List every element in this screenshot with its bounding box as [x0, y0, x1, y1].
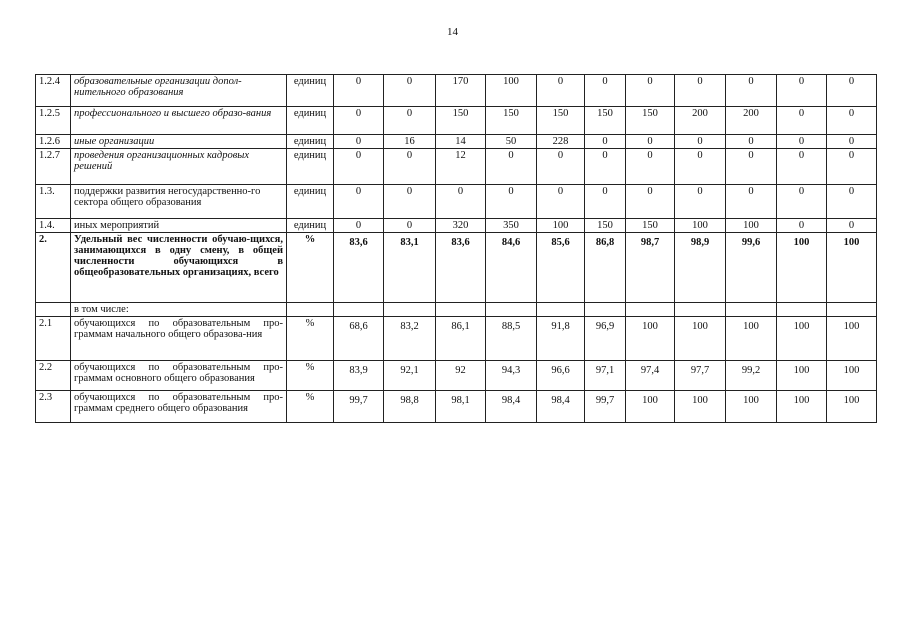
value-cell: [334, 303, 384, 317]
value-cell: [777, 303, 827, 317]
value-cell: 100: [777, 317, 827, 361]
row-code: 2.1: [36, 317, 71, 361]
row-code: 1.2.7: [36, 149, 71, 185]
value-cell: 0: [675, 135, 726, 149]
value-cell: 0: [827, 135, 877, 149]
value-cell: 92,1: [384, 361, 436, 391]
value-cell: 0: [384, 149, 436, 185]
value-cell: 0: [626, 135, 675, 149]
row-code: 1.2.5: [36, 107, 71, 135]
value-cell: 0: [777, 135, 827, 149]
value-cell: 83,9: [334, 361, 384, 391]
value-cell: 100: [675, 219, 726, 233]
value-cell: 0: [384, 107, 436, 135]
value-cell: 0: [334, 219, 384, 233]
row-code: 1.3.: [36, 185, 71, 219]
value-cell: 100: [777, 391, 827, 423]
value-cell: 0: [537, 185, 585, 219]
value-cell: 0: [334, 107, 384, 135]
value-cell: 97,7: [675, 361, 726, 391]
value-cell: 100: [827, 361, 877, 391]
value-cell: 98,1: [436, 391, 486, 423]
row-code: 2.3: [36, 391, 71, 423]
value-cell: 86,1: [436, 317, 486, 361]
table-row: [36, 75, 877, 107]
table-row: [36, 149, 877, 185]
value-cell: 0: [675, 75, 726, 107]
value-cell: 100: [777, 361, 827, 391]
value-cell: 100: [827, 391, 877, 423]
value-cell: 83,2: [384, 317, 436, 361]
value-cell: [486, 303, 537, 317]
value-cell: 0: [777, 185, 827, 219]
value-cell: 0: [726, 185, 777, 219]
row-unit: %: [287, 391, 334, 423]
value-cell: 100: [626, 391, 675, 423]
value-cell: 228: [537, 135, 585, 149]
value-cell: 97,4: [626, 361, 675, 391]
value-cell: 100: [537, 219, 585, 233]
value-cell: 0: [384, 219, 436, 233]
value-cell: 150: [626, 219, 675, 233]
row-name: в том числе:: [71, 303, 287, 317]
value-cell: 100: [827, 233, 877, 303]
table-row: [36, 317, 877, 361]
value-cell: 0: [726, 135, 777, 149]
value-cell: 16: [384, 135, 436, 149]
value-cell: 97,1: [585, 361, 626, 391]
value-cell: 0: [777, 107, 827, 135]
value-cell: 0: [537, 149, 585, 185]
value-cell: 100: [827, 317, 877, 361]
value-cell: 99,2: [726, 361, 777, 391]
value-cell: 84,6: [486, 233, 537, 303]
row-code: 1.2.4: [36, 75, 71, 107]
table-row: [36, 219, 877, 233]
row-name: поддержки развития негосударственно-го сектора общего образования: [71, 185, 287, 219]
row-code: 1.4.: [36, 219, 71, 233]
value-cell: 0: [626, 75, 675, 107]
row-code: 2.2: [36, 361, 71, 391]
row-unit: %: [287, 317, 334, 361]
row-name: профессионального и высшего образо-вания: [71, 107, 287, 135]
value-cell: 0: [585, 185, 626, 219]
value-cell: 0: [334, 135, 384, 149]
table-row: [36, 107, 877, 135]
value-cell: 0: [585, 149, 626, 185]
value-cell: [827, 303, 877, 317]
value-cell: 0: [585, 75, 626, 107]
value-cell: 0: [726, 75, 777, 107]
value-cell: 92: [436, 361, 486, 391]
row-code: 1.2.6: [36, 135, 71, 149]
value-cell: 0: [334, 75, 384, 107]
row-name: проведения организационных кадровых решений: [71, 149, 287, 185]
page-number: 14: [447, 26, 458, 38]
value-cell: 0: [384, 75, 436, 107]
row-unit: %: [287, 361, 334, 391]
value-cell: 0: [626, 185, 675, 219]
value-cell: 100: [675, 317, 726, 361]
value-cell: 99,7: [334, 391, 384, 423]
value-cell: 100: [486, 75, 537, 107]
value-cell: 320: [436, 219, 486, 233]
value-cell: 200: [675, 107, 726, 135]
value-cell: 0: [486, 185, 537, 219]
value-cell: 0: [827, 185, 877, 219]
value-cell: 0: [777, 149, 827, 185]
value-cell: 98,4: [537, 391, 585, 423]
row-unit: единиц: [287, 149, 334, 185]
value-cell: 150: [585, 107, 626, 135]
value-cell: 98,8: [384, 391, 436, 423]
value-cell: 96,6: [537, 361, 585, 391]
value-cell: 86,8: [585, 233, 626, 303]
value-cell: 99,7: [585, 391, 626, 423]
table-row: [36, 185, 877, 219]
value-cell: 150: [486, 107, 537, 135]
value-cell: 170: [436, 75, 486, 107]
value-cell: 0: [537, 75, 585, 107]
row-name: обучающихся по образовательным про-граммам среднего общего образования: [71, 391, 287, 423]
value-cell: 0: [436, 185, 486, 219]
row-unit: единиц: [287, 219, 334, 233]
row-unit: [287, 303, 334, 317]
value-cell: 83,1: [384, 233, 436, 303]
value-cell: 83,6: [334, 233, 384, 303]
value-cell: 0: [675, 185, 726, 219]
value-cell: 98,4: [486, 391, 537, 423]
row-name: Удельный вес численности обучаю-щихся, занимающихся в одну смену, в общей численности обучающихся в общеобразовательных организациях, всего: [71, 233, 287, 303]
value-cell: 0: [777, 219, 827, 233]
table-row: [36, 233, 877, 303]
indicators-table: [35, 74, 877, 423]
value-cell: 0: [827, 219, 877, 233]
value-cell: 96,9: [585, 317, 626, 361]
row-unit: единиц: [287, 135, 334, 149]
row-unit: единиц: [287, 107, 334, 135]
table-row: [36, 361, 877, 391]
table-body: [36, 75, 877, 423]
value-cell: [436, 303, 486, 317]
value-cell: 200: [726, 107, 777, 135]
value-cell: 0: [726, 149, 777, 185]
value-cell: 0: [777, 75, 827, 107]
value-cell: 100: [626, 317, 675, 361]
row-unit: %: [287, 233, 334, 303]
value-cell: [726, 303, 777, 317]
value-cell: 150: [436, 107, 486, 135]
value-cell: [537, 303, 585, 317]
value-cell: 99,6: [726, 233, 777, 303]
value-cell: 0: [675, 149, 726, 185]
value-cell: 12: [436, 149, 486, 185]
value-cell: 0: [626, 149, 675, 185]
value-cell: 88,5: [486, 317, 537, 361]
value-cell: 68,6: [334, 317, 384, 361]
row-name: обучающихся по образовательным про-граммам основного общего образования: [71, 361, 287, 391]
value-cell: 0: [827, 149, 877, 185]
row-unit: единиц: [287, 75, 334, 107]
row-name: обучающихся по образовательным про-граммам начального общего образова-ния: [71, 317, 287, 361]
value-cell: 150: [585, 219, 626, 233]
table-row: [36, 135, 877, 149]
value-cell: 98,7: [626, 233, 675, 303]
value-cell: 50: [486, 135, 537, 149]
row-code: [36, 303, 71, 317]
value-cell: 0: [384, 185, 436, 219]
value-cell: 0: [334, 149, 384, 185]
value-cell: 0: [827, 107, 877, 135]
value-cell: 150: [626, 107, 675, 135]
value-cell: [626, 303, 675, 317]
value-cell: [675, 303, 726, 317]
value-cell: 0: [486, 149, 537, 185]
table-row: [36, 391, 877, 423]
value-cell: 98,9: [675, 233, 726, 303]
value-cell: 94,3: [486, 361, 537, 391]
row-unit: единиц: [287, 185, 334, 219]
value-cell: 100: [726, 219, 777, 233]
row-name: иные организации: [71, 135, 287, 149]
row-name: иных мероприятий: [71, 219, 287, 233]
value-cell: 83,6: [436, 233, 486, 303]
value-cell: 150: [537, 107, 585, 135]
value-cell: 85,6: [537, 233, 585, 303]
value-cell: 100: [777, 233, 827, 303]
value-cell: [585, 303, 626, 317]
value-cell: 0: [827, 75, 877, 107]
value-cell: 100: [675, 391, 726, 423]
value-cell: 0: [585, 135, 626, 149]
value-cell: 0: [334, 185, 384, 219]
row-name: образовательные организации допол-нительного образования: [71, 75, 287, 107]
value-cell: 91,8: [537, 317, 585, 361]
value-cell: [384, 303, 436, 317]
value-cell: 100: [726, 391, 777, 423]
value-cell: 100: [726, 317, 777, 361]
value-cell: 14: [436, 135, 486, 149]
table-row: [36, 303, 877, 317]
row-code: 2.: [36, 233, 71, 303]
value-cell: 350: [486, 219, 537, 233]
